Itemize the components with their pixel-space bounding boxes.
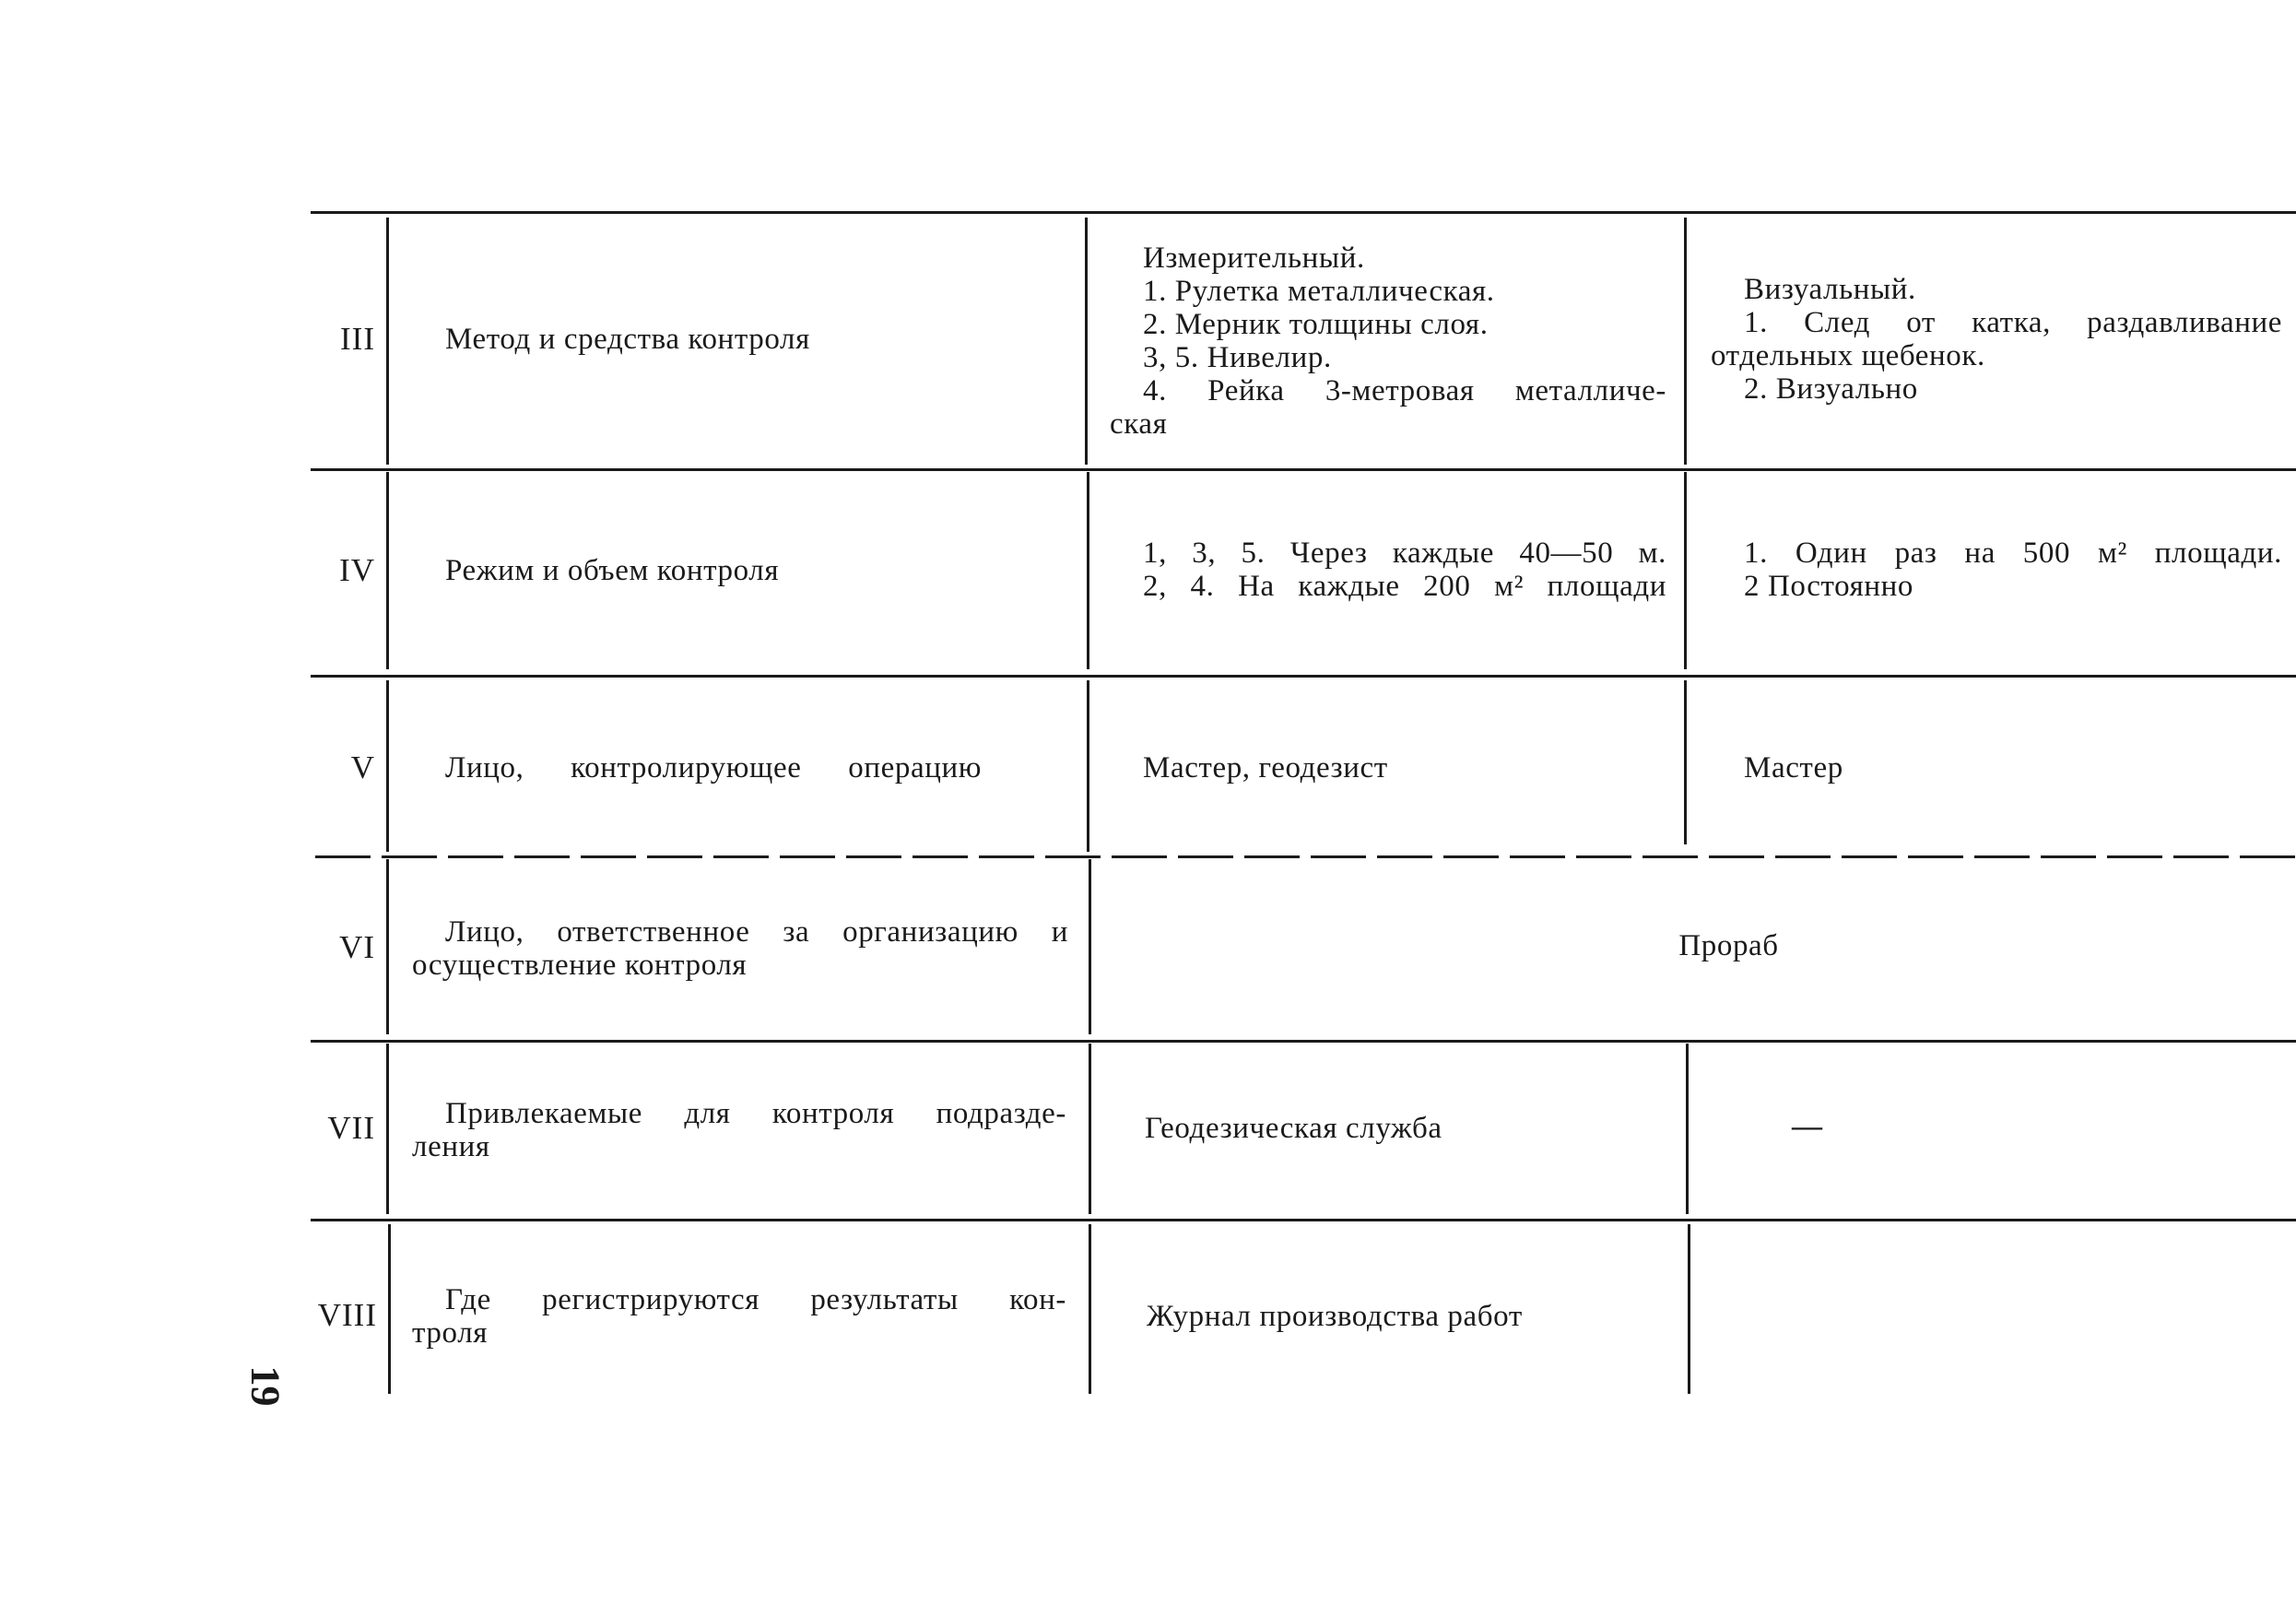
criterion-line: Лицо, контролирующее операцию bbox=[445, 751, 982, 784]
criterion-line: Где регистрируются результаты кон- bbox=[445, 1283, 1066, 1316]
row-divider-vi-vii bbox=[311, 1040, 2296, 1043]
row-criterion bbox=[445, 554, 1054, 587]
row-value-column-1 bbox=[1145, 1112, 1661, 1145]
row-criterion bbox=[445, 323, 1054, 356]
row-value-column-2 bbox=[1711, 273, 2282, 406]
col-rule-numeral bbox=[386, 472, 389, 669]
criterion-line: Режим и объем контроля bbox=[445, 554, 780, 587]
row-criterion bbox=[412, 915, 1068, 982]
criterion-line: Привлекаемые для контроля подразде- bbox=[445, 1097, 1066, 1130]
row-value-column-2 bbox=[1792, 1110, 1866, 1143]
col-rule-criterion bbox=[1087, 680, 1089, 852]
col-rule-numeral bbox=[386, 1044, 389, 1214]
value-line: 3, 5. Нивелир. bbox=[1143, 341, 1332, 374]
col-rule-values bbox=[1688, 1224, 1690, 1394]
row-numeral: IV bbox=[339, 552, 375, 588]
value-line: Измерительный. bbox=[1143, 242, 1365, 275]
row-numeral: VIII bbox=[317, 1297, 377, 1333]
merged-value-cell bbox=[1091, 929, 2296, 962]
criterion-line: ления bbox=[412, 1130, 490, 1163]
col-rule-numeral bbox=[388, 1224, 391, 1394]
value-line: Прораб bbox=[1678, 929, 1779, 962]
value-line: отдельных щебенок. bbox=[1711, 339, 1985, 372]
col-rule-values bbox=[1684, 472, 1687, 669]
col-rule-criterion bbox=[1089, 1224, 1091, 1394]
value-line: Мастер, геодезист bbox=[1143, 751, 1388, 784]
dash-mark: — bbox=[1792, 1110, 1823, 1143]
value-line: 1. Рулетка металлическая. bbox=[1143, 275, 1495, 308]
value-line: Мастер bbox=[1744, 751, 1843, 784]
criterion-line: троля bbox=[412, 1316, 489, 1350]
row-numeral: III bbox=[340, 321, 375, 357]
row-divider-iii-iv bbox=[311, 468, 2296, 471]
row-value-column-2 bbox=[1744, 537, 2282, 603]
col-rule-values bbox=[1686, 1044, 1689, 1214]
row-value-column-1 bbox=[1110, 242, 1666, 441]
col-rule-criterion bbox=[1087, 472, 1089, 669]
page-number: 19 bbox=[242, 1365, 288, 1407]
col-rule-numeral bbox=[386, 218, 389, 465]
row-criterion bbox=[412, 1283, 1066, 1350]
row-divider-v-vi bbox=[315, 855, 2296, 858]
value-line: Геодезическая служба bbox=[1145, 1112, 1442, 1145]
row-criterion bbox=[445, 751, 982, 784]
row-criterion bbox=[412, 1097, 1066, 1163]
col-rule-criterion bbox=[1085, 218, 1088, 465]
criterion-line: Лицо, ответственное за организацию и bbox=[445, 915, 1068, 949]
col-rule-numeral bbox=[386, 680, 389, 852]
row-value-column-1 bbox=[1143, 537, 1666, 603]
value-line: 2 Постоянно bbox=[1744, 570, 1914, 603]
criterion-line: Метод и средства контроля bbox=[445, 323, 810, 356]
row-value-column-2 bbox=[1744, 751, 2260, 784]
row-value-column-1 bbox=[1143, 751, 1659, 784]
value-line: Журнал производства работ bbox=[1147, 1300, 1523, 1333]
col-rule-criterion bbox=[1089, 1044, 1091, 1214]
row-divider-iv-v bbox=[311, 675, 2296, 678]
criterion-line: осуществление контроля bbox=[412, 949, 748, 982]
row-numeral: VII bbox=[327, 1110, 375, 1146]
col-rule-values bbox=[1684, 680, 1687, 844]
value-line: 2. Визуально bbox=[1744, 372, 1918, 406]
value-line: ская bbox=[1110, 407, 1168, 441]
value-line: 4. Рейка 3-метровая металличе- bbox=[1143, 374, 1666, 407]
row-numeral: V bbox=[350, 749, 375, 785]
value-line: 1. Один раз на 500 м² площади. bbox=[1744, 537, 2282, 570]
row-numeral: VI bbox=[339, 929, 375, 965]
value-line: 2. Мерник толщины слоя. bbox=[1143, 308, 1489, 341]
value-line: 1. След от катка, раздавливание bbox=[1744, 306, 2282, 339]
row-value-column-1 bbox=[1147, 1300, 1663, 1333]
col-rule-values bbox=[1684, 218, 1687, 465]
row-divider-vii-viii bbox=[311, 1219, 2296, 1221]
table-top-rule bbox=[311, 211, 2296, 214]
value-line: 1, 3, 5. Через каждые 40—50 м. bbox=[1143, 537, 1666, 570]
value-line: 2, 4. На каждые 200 м² площади bbox=[1143, 570, 1666, 603]
value-line: Визуальный. bbox=[1744, 273, 1916, 306]
col-rule-numeral bbox=[386, 859, 389, 1034]
